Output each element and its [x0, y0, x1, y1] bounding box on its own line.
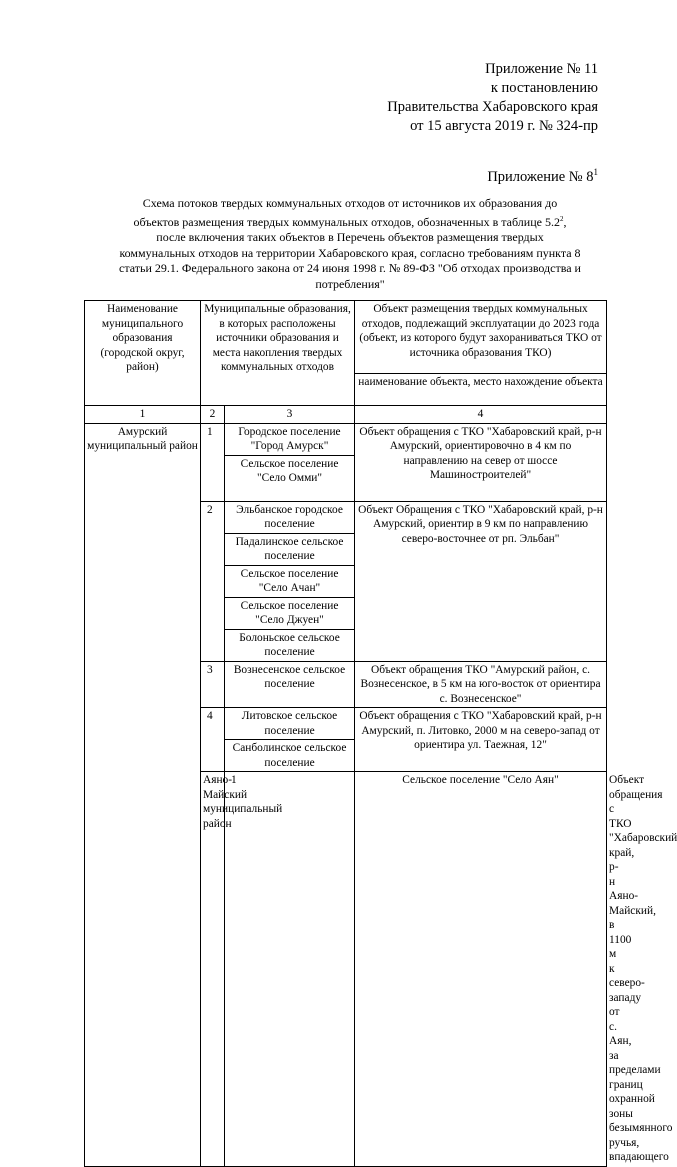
table-row: Аяно-Майский муниципальный район 1 Сельское поселение "Село Аян" Объект обращения с ТКО "Хабаровский край, р-н Аяно-Майский, в 1100 м к северо-западу от с. Аян, за пределами границ охранной зоны безымянного ручья, впадающего — [85, 772, 607, 1167]
document-title — [98, 196, 602, 292]
settlement-cell: Санболинское сельское поселение — [225, 740, 355, 772]
waste-flow-table — [84, 300, 677, 1167]
municipality-cell: Амурский муниципальный район — [85, 423, 201, 1166]
title-line: статьи 29.1. Федерального закона от 24 июня 1998 г. № 89-ФЗ "Об отходах производства и — [119, 261, 581, 275]
settlement-cell: Эльбанское городское поселение — [225, 501, 355, 533]
appendix-text: Приложение № 8 — [487, 168, 594, 185]
group-number: 2 — [201, 501, 225, 661]
numbering-row — [85, 406, 607, 424]
col-number: 1 — [85, 406, 201, 424]
settlement-cell: Сельское поселение "Село Аян" — [355, 772, 607, 1167]
header-line: к постановлению — [490, 80, 598, 96]
object-cell: Объект обращения с ТКО "Хабаровский край, р-н Амурский, п. Литовко, 2000 м на северо-запад от ориентира ул. Таежная, 12" — [355, 708, 607, 772]
title-line: после включения таких объектов в Перечень объектов размещения твердых — [156, 230, 544, 244]
title-line: потребления" — [315, 276, 385, 291]
group-number: 1 — [225, 772, 355, 1167]
col-number: 2 — [201, 406, 225, 424]
municipality-cell: Аяно-Майский муниципальный район — [201, 772, 225, 1167]
title-text: , — [563, 214, 567, 229]
settlement-cell: Сельское поселение "Село Джуен" — [225, 597, 355, 629]
settlement-cell: Вознесенское сельское поселение — [225, 661, 355, 708]
object-cell: Объект обращения ТКО "Амурский район, с. Вознесенское, в 5 км на юго-восток от ориентира с. Вознесенское" — [355, 661, 607, 708]
table-row — [85, 423, 607, 455]
header-line: от 15 августа 2019 г. № 324-пр — [410, 118, 598, 134]
header-object-sub: наименование объекта, место нахождение объекта — [355, 374, 607, 406]
settlement-cell: Городское поселение "Город Амурск" — [225, 423, 355, 455]
settlement-cell: Болоньское сельское поселение — [225, 629, 355, 661]
approval-header — [387, 60, 598, 136]
group-number: 1 — [201, 423, 225, 501]
col-number: 4 — [355, 406, 607, 424]
settlement-cell: Сельское поселение "Село Ачан" — [225, 565, 355, 597]
title-text: объектов размещения твердых коммунальных отходов, обозначенных в таблице 5.2 — [133, 214, 560, 229]
col-number: 3 — [225, 406, 355, 424]
header-object: Объект размещения твердых коммунальных отходов, подлежащий эксплуатации до 2023 года (объект, из которого будут захораниваться ТКО от источника образования ТКО) — [355, 301, 607, 374]
header-line: Приложение № 11 — [485, 61, 598, 77]
appendix-label — [487, 167, 598, 186]
group-number: 4 — [201, 708, 225, 772]
object-cell: Объект обращения с ТКО "Хабаровский край, р-н Амурский, ориентировочно в 4 км по направлению на север от шоссе Машиностроителей" — [355, 423, 607, 501]
title-line — [98, 212, 602, 231]
appendix-superscript: 1 — [593, 167, 598, 177]
title-line: Схема потоков твердых коммунальных отходов от источников их образования до — [142, 196, 558, 210]
header-line: Правительства Хабаровского края — [387, 99, 598, 115]
header-settlements: Муниципальные образования, в которых расположены источники образования и места накопления твердых коммунальных отходов — [201, 301, 355, 406]
title-line: коммунальных отходов на территории Хабаровского края, согласно требованиям пункта 8 — [119, 245, 581, 260]
object-cell: Объект Обращения с ТКО "Хабаровский край, р-н Амурский, ориентир в 9 км по направлению северо-восточнее от рп. Эльбан" — [355, 501, 607, 661]
settlement-cell: Сельское поселение "Село Омми" — [225, 455, 355, 501]
title-superscript: 2 — [559, 214, 564, 223]
header-municipality: Наименование муниципального образования (городской округ, район) — [85, 301, 201, 406]
header-row — [85, 301, 607, 374]
settlement-cell: Литовское сельское поселение — [225, 708, 355, 740]
group-number: 3 — [201, 661, 225, 708]
settlement-cell: Падалинское сельское поселение — [225, 533, 355, 565]
